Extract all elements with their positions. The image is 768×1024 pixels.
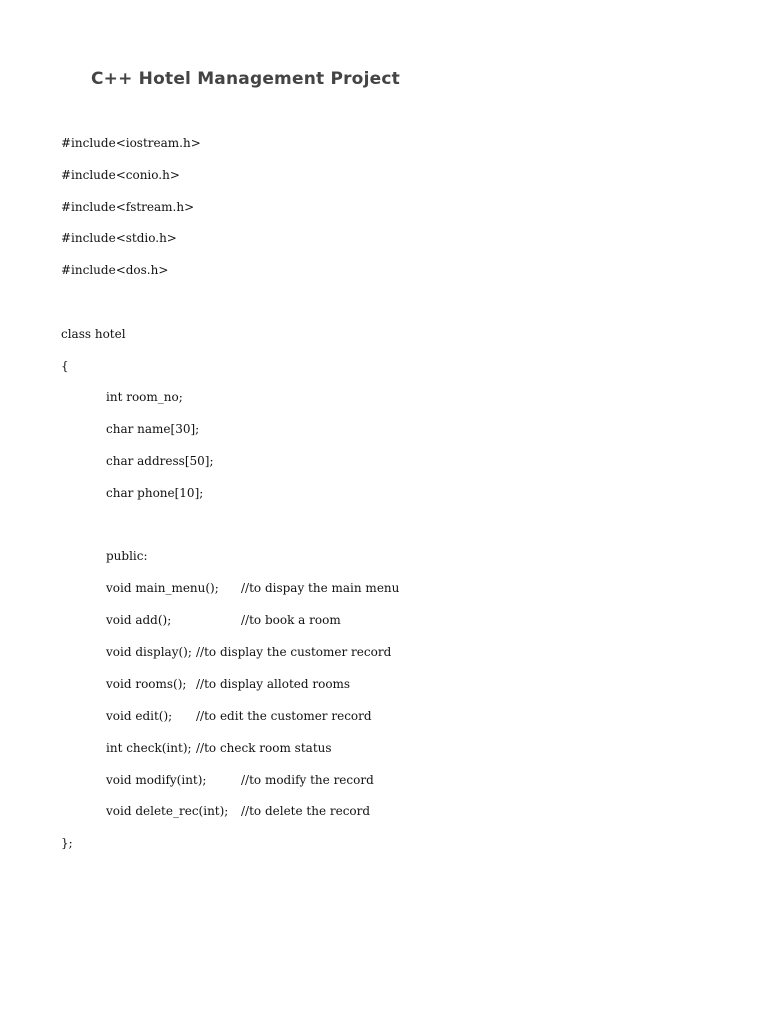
method-code: void main_menu(); <box>106 581 219 595</box>
include-line: #include<conio.h> <box>61 168 180 182</box>
method-comment: //to dispay the main menu <box>241 581 400 595</box>
public-label: public: <box>106 549 148 563</box>
method-comment: //to modify the record <box>241 773 374 787</box>
method-line <box>106 709 372 723</box>
method-code: void add(); <box>106 613 172 627</box>
method-line <box>106 773 374 787</box>
class-declaration: class hotel <box>61 327 126 341</box>
method-code: void delete_rec(int); <box>106 804 229 818</box>
method-line <box>106 581 399 595</box>
page-title: C++ Hotel Management Project <box>91 69 400 89</box>
method-comment: //to delete the record <box>241 804 371 818</box>
method-comment: //to check room status <box>196 741 332 755</box>
method-comment: //to book a room <box>241 613 341 627</box>
member-line: char address[50]; <box>106 454 214 468</box>
method-code: void modify(int); <box>106 773 207 787</box>
method-line <box>106 741 332 755</box>
method-code: int check(int); <box>106 741 192 755</box>
method-code: void display(); <box>106 645 192 659</box>
include-line: #include<dos.h> <box>61 263 169 277</box>
method-code: void rooms(); <box>106 677 187 691</box>
method-line <box>106 645 391 659</box>
method-comment: //to display the customer record <box>196 645 392 659</box>
close-brace: }; <box>61 836 73 850</box>
include-line: #include<iostream.h> <box>61 136 201 150</box>
method-line <box>106 804 370 818</box>
include-line: #include<fstream.h> <box>61 200 195 214</box>
member-line: char name[30]; <box>106 422 200 436</box>
method-code: void edit(); <box>106 709 173 723</box>
method-line <box>106 677 350 691</box>
member-line: int room_no; <box>106 390 183 404</box>
include-line: #include<stdio.h> <box>61 231 177 245</box>
method-comment: //to edit the customer record <box>196 709 372 723</box>
method-comment: //to display alloted rooms <box>196 677 351 691</box>
member-line: char phone[10]; <box>106 486 204 500</box>
open-brace: { <box>61 359 69 373</box>
method-line <box>106 613 341 627</box>
